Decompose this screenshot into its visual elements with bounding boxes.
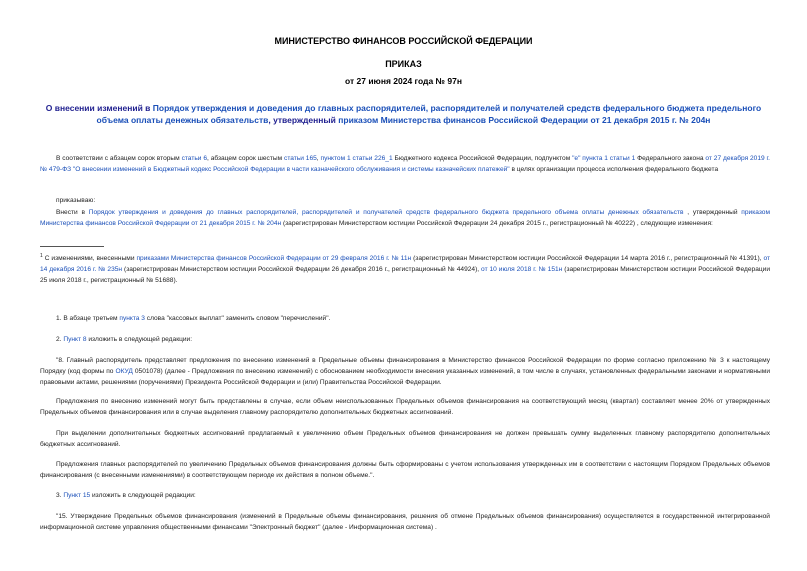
doc-type-heading: ПРИКАЗ	[385, 59, 422, 69]
footnote-text-2: (зарегистрирован Министерством юстиции Российской Федерации 14 марта 2016 г., регистрационный № 41391),	[411, 255, 764, 263]
item3-link-point15[interactable]: Пункт 15	[63, 492, 91, 499]
point8-paragraph	[40, 356, 770, 388]
point8-paragraph-b: Предложения по внесению изменений могут быть представлены в случае, если объем неиспользованных Предельных объемов финансирования на соответствующий месяц (квартал) составляет менее 20% от утвержденных Предельных объемов финансирования или в случае выделения главному распорядителю дополнительных бюджетных ассигнований.	[40, 398, 770, 416]
footnote-divider	[40, 246, 104, 247]
title-text-2: , утвержденный	[268, 115, 339, 125]
footnote-link-151n[interactable]: от 10 июля 2018 г. № 151н	[481, 265, 563, 273]
main-text-paragraph	[40, 208, 770, 230]
preamble-link-article165[interactable]: статьи 165	[284, 155, 317, 162]
item-3	[40, 491, 770, 502]
main-link-order[interactable]: приказом Министерства финансов Российской Федерации от 21 декабря 2015 г. № 204н	[40, 209, 770, 227]
date-number-heading: от 27 июня 2024 года № 97н	[345, 76, 462, 86]
title-link-procedure[interactable]: Порядок утверждения и доведения до главных распорядителей, распорядителей и получателей средств федерального бюджета предельного объема оплаты денежных обязательств	[96, 103, 762, 125]
preamble-text-1: В соответствии с абзацем сорок вторым	[56, 155, 182, 162]
footnote-text-1: С изменениями, внесенными	[44, 255, 137, 263]
ministry-heading: МИНИСТЕРСТВО ФИНАНСОВ РОССИЙСКОЙ ФЕДЕРАЦИИ	[274, 36, 533, 46]
item1-link-point3[interactable]: пункта 3	[119, 315, 145, 322]
item-1	[40, 314, 770, 325]
order-word: приказываю:	[56, 197, 96, 204]
footnote-mark: 1	[40, 253, 43, 259]
item2-text-2: изложить в следующей редакции:	[86, 336, 193, 343]
footnote-paragraph	[40, 251, 770, 287]
p8-text-1: "8. Главный распорядитель представляет предложения по внесению изменений в Предельные объемы финансирования в Министерство финансов Российской Федерации по форме согласно приложению № 3 к настоящему Порядку (код формы по	[40, 357, 770, 375]
item2-text-1: 2.	[56, 336, 64, 343]
p8-link-okud[interactable]: ОКУД	[115, 367, 133, 375]
item2-link-point8[interactable]: Пункт 8	[63, 336, 87, 343]
document-title	[30, 102, 777, 126]
footnote-link-11n[interactable]: приказами Министерства финансов Российской Федерации от 29 февраля 2016 г. № 11н	[136, 255, 412, 263]
item3-text-1: 3.	[56, 492, 64, 499]
item-2	[40, 335, 770, 346]
main-text-1: Внести в	[56, 209, 89, 216]
preamble-link-subpoint-e[interactable]: "е" пункта 1 статьи 1	[572, 155, 636, 162]
title-text-1: О внесении изменений в	[45, 103, 153, 113]
preamble-link-article226[interactable]: пунктом 1 статьи 226_1	[320, 155, 393, 162]
preamble-text-2: , абзацем сорок шестым	[207, 155, 285, 162]
item1-text-2: слова "кассовых выплат" заменить словом "перечислений".	[144, 315, 331, 322]
footnote-link-235n[interactable]: от 14 декабря 2016 г. № 235н	[40, 255, 770, 273]
point8-paragraph-c: При выделении дополнительных бюджетных ассигнований предлагаемый к увеличению объем Предельных объемов финансирования не должен превышать сумму выделенных главному распорядителю дополнительных бюджетных ассигнований.	[40, 430, 770, 448]
point15-paragraph: "15. Утверждение Предельных объемов финансирования (изменений в Предельные объемы финансирования, решения об отмене Предельных объемов финансирования) осуществляется в государственной интегрированной информационной системе управления общественными финансами "Электронный бюджет" (далее - Информационная система) .	[40, 513, 770, 531]
item1-text-1: 1. В абзаце третьем	[56, 315, 120, 322]
preamble-link-law-479[interactable]: от 27 декабря 2019 г. № 479-ФЗ "О внесении изменений в Бюджетный кодекс Российской Федерации в части казначейского обслуживания и системы казначейских платежей"	[40, 155, 770, 173]
title-link-order[interactable]: приказом Министерства финансов Российской Федерации от 21 декабря 2015 г. № 204н	[338, 115, 711, 125]
preamble-text-3: ,	[316, 155, 321, 162]
preamble-link-article6[interactable]: статьи 6	[181, 155, 208, 162]
footnote-text-3: (зарегистрирован Министерством юстиции Российской Федерации 26 декабря 2016 г., регистрационный № 44924),	[122, 265, 482, 273]
item3-text-2: изложить в следующей редакции:	[90, 492, 196, 499]
footnote-text-4: (зарегистрирован Министерством юстиции Российской Федерации 25 июля 2018 г., регистрационный № 51688).	[40, 265, 771, 284]
preamble-paragraph	[40, 154, 770, 176]
main-text-3: (зарегистрирован Министерством юстиции Российской Федерации 24 декабря 2015 г., регистрационный № 40222) , следующие изменения:	[281, 219, 713, 227]
main-text-2: , утвержденный	[683, 209, 742, 216]
p8-text-2: 0501078) (далее - Предложения по внесению изменений) с обоснованием необходимости внесения указанных изменений, в том числе в случаях, установленных федеральными законами и нормативными правовыми актами, решениями (поручениями) Президента Российской Федерации и (или) Правительства Российской Федерации.	[40, 367, 771, 386]
preamble-text-4: Бюджетного кодекса Российской Федерации, подпунктом	[392, 155, 573, 162]
preamble-text-6: в целях организации процесса исполнения федерального бюджета	[509, 165, 719, 173]
main-link-procedure[interactable]: Порядок утверждения и доведения до главных распорядителей, распорядителей и получателей средств федерального бюджета предельного объема оплаты денежных обязательств	[88, 209, 684, 216]
point8-paragraph-d: Предложения главных распорядителей по увеличению Предельных объемов финансирования должны быть сформированы с учетом использования утвержденных им в соответствии с настоящим Порядком Предельных объемов финансирования (с внесенными изменениями) в соответствующем периоде их действия в полном объеме.".	[40, 461, 770, 479]
preamble-text-5: Федерального закона	[635, 155, 706, 162]
